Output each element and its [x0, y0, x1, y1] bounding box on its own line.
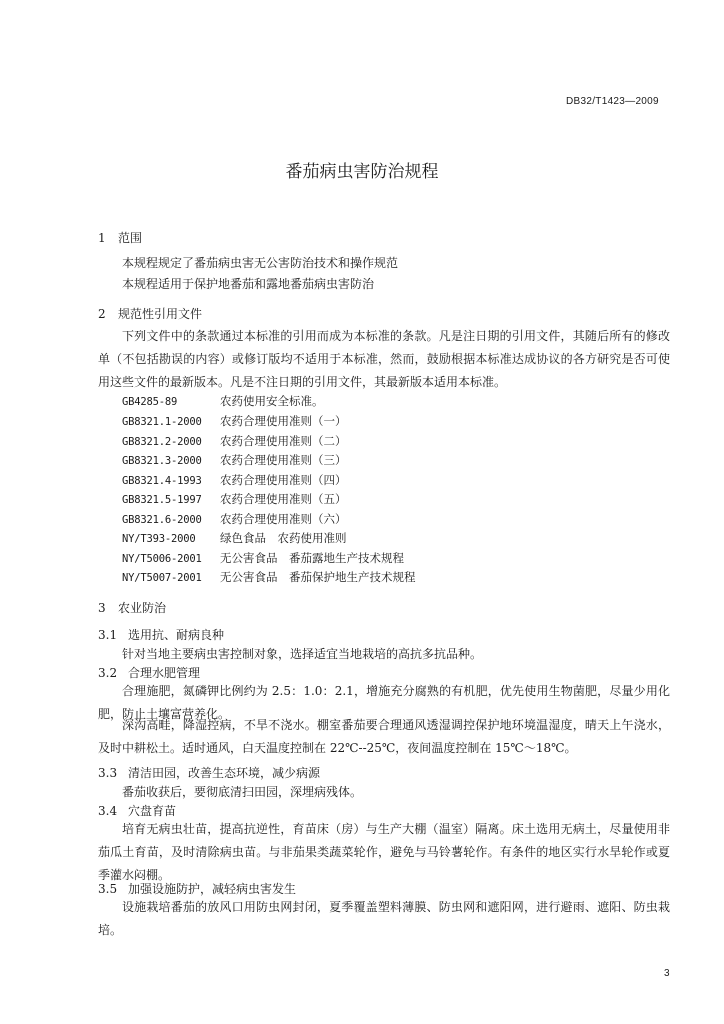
section-3-heading: [98, 599, 166, 616]
document-title: 番茄病虫害防治规程: [285, 162, 439, 182]
reference-name: 农药合理使用准则（一）: [220, 414, 347, 428]
reference-code: NY/T393-2000: [122, 533, 196, 545]
reference-code: GB8321.1-2000: [122, 416, 202, 428]
standard-code: DB32/T1423—2009: [566, 96, 659, 107]
subsection-title: 穴盘育苗: [128, 804, 177, 818]
reference-code: GB8321.2-2000: [122, 436, 202, 448]
section-2-heading: [98, 305, 202, 322]
subsection-number: 3.1: [98, 628, 118, 642]
subsection-number: 3.3: [98, 766, 118, 780]
section-title: 范围: [118, 231, 143, 245]
subsection-title: 选用抗、耐病良种: [128, 628, 225, 642]
subsection-title: 清洁田园，改善生态环境，减少病源: [128, 766, 321, 780]
reference-item: [122, 491, 347, 507]
paragraph: 本规程规定了番茄病虫害无公害防治技术和操作规范: [122, 256, 399, 270]
subsection-heading: [98, 764, 320, 781]
reference-item: [122, 393, 324, 409]
subsection-heading: [98, 626, 224, 643]
reference-name: 农药合理使用准则（四）: [220, 473, 347, 487]
subsection-number: 3.5: [98, 882, 118, 896]
subsection-heading: [98, 880, 296, 897]
reference-item: [122, 452, 347, 468]
reference-name: 农药合理使用准则（二）: [220, 434, 347, 448]
reference-name: 农药合理使用准则（五）: [220, 492, 347, 506]
subsection-number: 3.4: [98, 804, 118, 818]
reference-code: GB8321.6-2000: [122, 514, 202, 526]
reference-name: 无公害食品 番茄保护地生产技术规程: [220, 570, 416, 584]
paragraph: 番茄收获后，要彻底清扫田园，深埋病残体。: [122, 785, 363, 799]
section-number: 1: [98, 231, 106, 245]
paragraph: 下列文件中的条款通过本标准的引用而成为本标准的条款。凡是注日期的引用文件，其随后所有的修改单（不包括勘误的内容）或修订版均不适用于本标准，然而，鼓励根据本标准达成协议的各方研究是否可使用这些文件的最新版本。凡是不注日期的引用文件，其最新版本适用本标准。: [98, 329, 670, 389]
reference-item: [122, 530, 347, 546]
reference-name: 农药使用安全标准。: [220, 394, 324, 408]
paragraph: 培育无病虫壮苗，提高抗逆性，育苗床（房）与生产大棚（温室）隔离。床土选用无病土，尽量使用非茄瓜土育苗，及时清除病虫苗。与非茄果类蔬菜轮作，避免与马铃薯轮作。有条件的地区实行水旱轮作或夏季灌水闷棚。: [98, 822, 670, 882]
subsection-number: 3.2: [98, 666, 118, 680]
reference-item: [122, 511, 347, 527]
subsection-heading: [98, 664, 200, 681]
subsection-title: 合理水肥管理: [128, 666, 201, 680]
section-number: 2: [98, 307, 106, 321]
paragraph: 深沟高畦，降湿控病，不旱不浇水。棚室番茄要合理通风透湿调控保护地环境温湿度，晴天上午浇水，及时中耕松土。适时通风，白天温度控制在 22℃--25℃，夜间温度控制在 15℃～18℃。: [98, 718, 670, 755]
subsection-heading: [98, 802, 176, 819]
reference-name: 绿色食品 农药使用准则: [220, 531, 347, 545]
reference-item: [122, 550, 404, 566]
reference-code: GB8321.5-1997: [122, 494, 202, 506]
section-1-heading: [98, 229, 142, 246]
reference-item: [122, 472, 347, 488]
reference-item: [122, 433, 347, 449]
section-number: 3: [98, 601, 106, 615]
reference-code: NY/T5007-2001: [122, 572, 202, 584]
paragraph: 针对当地主要病虫害控制对象，选择适宜当地栽培的高抗多抗品种。: [122, 647, 483, 661]
reference-code: GB4285-89: [122, 396, 178, 408]
reference-item: [122, 569, 416, 585]
reference-name: 无公害食品 番茄露地生产技术规程: [220, 551, 404, 565]
reference-code: GB8321.4-1993: [122, 475, 202, 487]
reference-item: [122, 413, 347, 429]
reference-name: 农药合理使用准则（三）: [220, 453, 347, 467]
reference-code: NY/T5006-2001: [122, 553, 202, 565]
page-number: 3: [664, 968, 670, 979]
paragraph: 本规程适用于保护地番茄和露地番茄病虫害防治: [122, 277, 375, 291]
subsection-title: 加强设施防护，减轻病虫害发生: [128, 882, 297, 896]
paragraph: 设施栽培番茄的放风口用防虫网封闭，夏季覆盖塑料薄膜、防虫网和遮阳网，进行避雨、遮阳、防虫栽培。: [98, 900, 670, 937]
paragraph: 合理施肥，氮磷钾比例约为 2.5：1.0：2.1，增施充分腐熟的有机肥，优先使用生物菌肥，尽量少用化肥，防止土壤富营养化。: [98, 684, 670, 721]
section-title: 规范性引用文件: [118, 307, 203, 321]
section-title: 农业防治: [118, 601, 167, 615]
reference-code: GB8321.3-2000: [122, 455, 202, 467]
reference-name: 农药合理使用准则（六）: [220, 512, 347, 526]
